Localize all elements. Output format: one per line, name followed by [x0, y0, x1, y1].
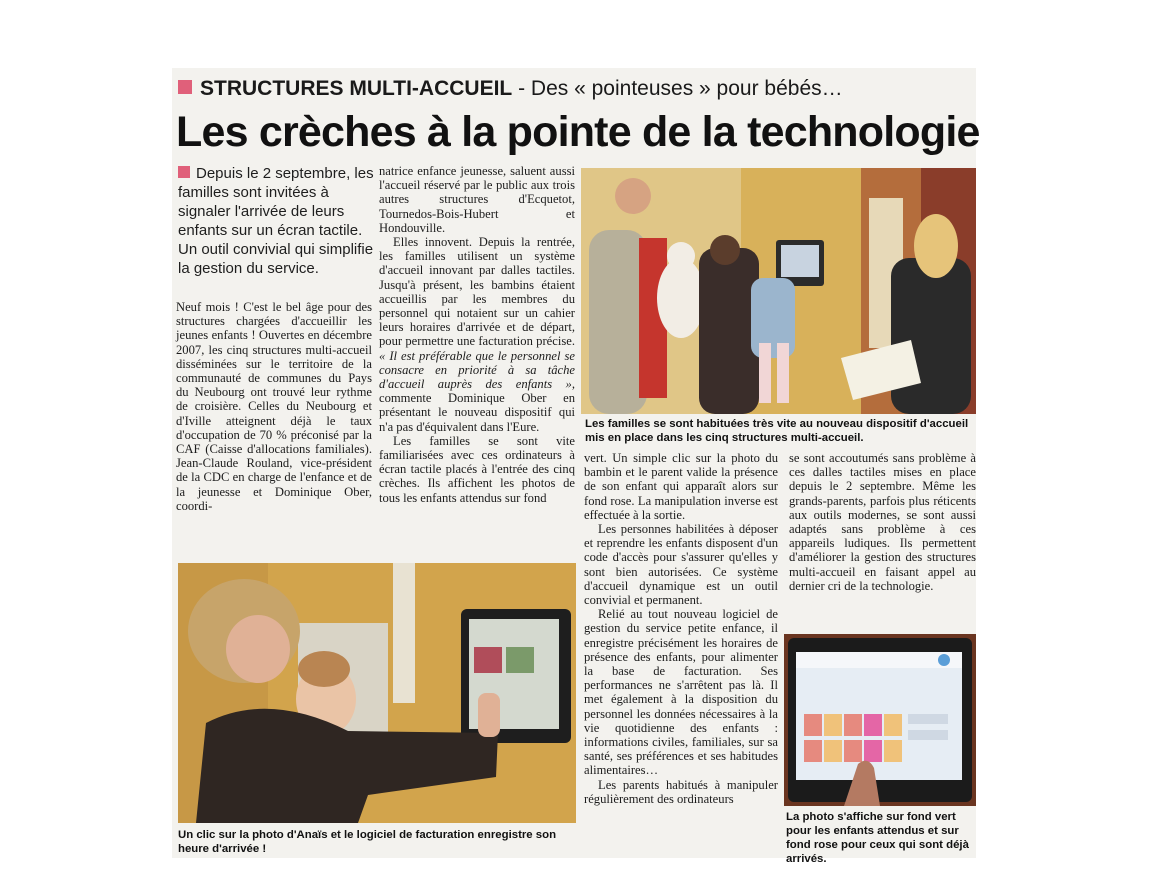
paragraph: natrice enfance jeunesse, saluent aussi l'accueil réservé par le public aux trois autres structures d'Ecquetot, Tournedos-Bois-Hubert et Hondouville.	[379, 164, 575, 235]
quote: « Il est préférable que le personnel se consacre en priorité à sa tâche d'accueil auprès des enfants »,	[379, 348, 575, 392]
photo-caption-left: Un clic sur la photo d'Anaïs et le logiciel de facturation enregistre son heure d'arrivée !	[178, 829, 557, 855]
article-kicker	[178, 76, 843, 102]
photo-families-at-screen	[581, 168, 976, 414]
paragraph-text: commente Dominique Ober en présentant le nouveau dispositif qui n'a pas d'équivalent dans l'Eure.	[379, 391, 575, 434]
paragraph	[379, 235, 575, 434]
article-column-1	[176, 300, 372, 554]
photo-caption-top: Les familles se sont habituées très vite au nouveau dispositif d'accueil mis en place dans les cinq structures multi-accueil.	[585, 418, 969, 444]
paragraph: se sont accoutumés sans problème à ces dalles tactiles mises en place depuis le 2 septembre. Même les grands-parents, parfois plus réticents aux outils modernes, se sont aussi adaptés sans problème à ces appareils ludiques. Ils permettent d'améliorer la gestion des structures multi-accueil en faisant appel au dernier cri de la technologie.	[789, 451, 976, 593]
article-lead	[178, 164, 374, 278]
article-column-3	[584, 451, 778, 855]
paragraph: Les parents habitués à manipuler régulièrement des ordinateurs	[584, 777, 778, 806]
paragraph-text: Elles innovent. Depuis la rentrée, les familles utilisent un système d'accueil innovant par dalles tactiles. Jusqu'à présent, les bambins étaient accueillis par les membres du personnel qui notaient sur un cahier leurs horaires d'arrivée et de départ, pour permettre une facturation précise.	[379, 235, 575, 349]
photo-mother-touch-screen	[178, 563, 576, 823]
pink-square-marker	[178, 166, 190, 178]
photo-caption-right: La photo s'affiche sur fond vert pour les enfants attendus et sur fond rose pour ceux qui sont déjà arrivés.	[786, 811, 969, 865]
article-column-2	[379, 164, 575, 556]
kicker-section: STRUCTURES MULTI-ACCUEIL	[200, 77, 513, 100]
photo-illustration	[784, 634, 976, 806]
photo-illustration	[178, 563, 576, 823]
pink-square-marker	[178, 80, 192, 94]
paragraph: Neuf mois ! C'est le bel âge pour des structures chargées d'accueillir les jeunes enfants ! Ouvertes en décembre 2007, les cinq structures multi-accueil disséminées sur le territoire de la communauté de communes du Pays du Neubourg ont trouvé leur rythme de croisière. Celles du Neubourg et d'Iville atteignent déjà le taux d'occupation de 70 % préconisé par la CAF (Caisse d'allocations familiales). Jean-Claude Rouland, vice-président de la CDC en charge de l'enfance et de la jeunesse et Dominique Ober, coordi-	[176, 300, 372, 513]
paragraph: Les familles se sont vite familiarisées avec ces ordinateurs à écran tactile placés à l'entrée des cinq crèches. Ils affichent les photos de tous les enfants attendus sur fond	[379, 433, 575, 505]
newspaper-clipping	[172, 68, 980, 865]
lead-text: Depuis le 2 septembre, les familles sont invitées à signaler l'arrivée de leurs enfants sur un écran tactile. Un outil convivial qui simplifie la gestion du service.	[178, 165, 374, 277]
article-headline: Les crèches à la pointe de la technologie	[176, 108, 980, 156]
paragraph: Relié au tout nouveau logiciel de gestion du service petite enfance, il enregistre précisément les horaires de présence des enfants, pour alimenter la base de facturation. Ses performances ne s'arrêtent pas là. Il met également à la disposition du personnel les données nécessaires à la vie quotidienne des enfants : informations civiles, familiales, sur sa santé, ses préférences et ses habitudes alimentaires…	[584, 607, 778, 778]
kicker-subtitle: - Des « pointeuses » pour bébés…	[512, 77, 843, 100]
photo-touch-screen-children	[784, 634, 976, 806]
article-column-4	[789, 451, 976, 623]
paragraph: vert. Un simple clic sur la photo du bambin et le parent valide la présence de son enfant qui apparaît alors sur fond rose. La manipulation inverse est effectuée à la sortie.	[584, 451, 778, 522]
photo-illustration	[581, 168, 976, 414]
paragraph: Les personnes habilitées à déposer et reprendre les enfants disposent d'un code d'accès pour s'assurer qu'elles y sont bien autorisées. Ce système d'accueil dynamique est un outil convivial et permanent.	[584, 522, 778, 608]
